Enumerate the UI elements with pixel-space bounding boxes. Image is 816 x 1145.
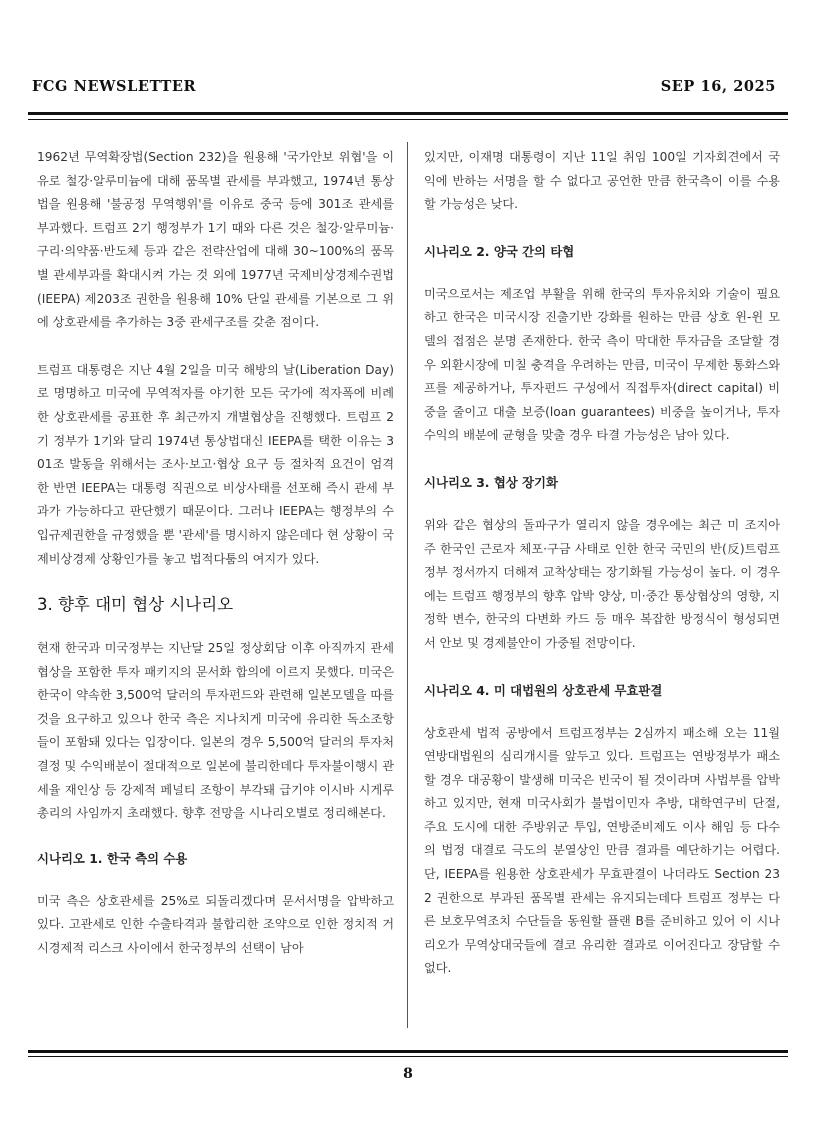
scenario-4-title: 시나리오 4. 미 대법원의 상호관세 무효판결: [424, 682, 663, 698]
newsletter-title: FCG NEWSLETTER: [32, 78, 197, 95]
scenario-1-continued: 있지만, 이재명 대통령이 지난 11일 취임 100일 기자회견에서 국익에 반하는 서명을 할 수 없다고 공언한 만큼 한국측이 이를 수용할 가능성은 낮다.: [424, 150, 780, 212]
scenario-3-title: 시나리오 3. 협상 장기화: [424, 474, 558, 490]
left-column: [37, 146, 394, 961]
scenario-2-text: 미국으로서는 제조업 부활을 위해 한국의 투자유치와 기술이 필요하고 한국은 미국시장 진출기반 강화를 원하는 만큼 상호 윈-윈 모델의 접점은 분명 존재한다. 한국 측이 막대한 투자금을 조달할 경우 외환시장에 미칠 충격을 우려하는 만큼, 미국이 무제한 통화스와프를 제공하거나, 투자펀드 구성에서 직접투자(direct capital) 비중을 줄이고 대출 보증(loan guarantees) 비중을 높이거나, 투자수익의 배분에 균형을 맞출 경우 타결 가능성은 남아 있다.: [424, 286, 780, 443]
issue-date: SEP 16, 2025: [660, 78, 776, 95]
scenario-3-text: 위와 같은 협상의 돌파구가 열리지 않을 경우에는 최근 미 조지아 주 한국인 근로자 체포·구금 사태로 인한 한국 국민의 반(反)트럼프정부 정서까지 더해져 교착상태는 장기화될 가능성이 높다. 이 경우에는 트럼프 행정부의 향후 압박 양상, 미·중간 통상협상의 영향, 지정학 변수, 한국의 다변화 카드 등 매우 복잡한 방정식이 형성되면서 안보 및 경제불안이 가중될 전망이다.: [424, 517, 780, 650]
page-header: [32, 78, 776, 102]
paragraph-tariff-history: 1962년 무역확장법(Section 232)을 원용해 '국가안보 위협'을 이유로 철강·알루미늄에 대해 품목별 관세를 부과했고, 1974년 통상법을 원용해 '불공정 무역행위'를 이유로 중국 등에 301조 관세를 부과했다. 트럼프 2기 행정부가 1기 때와 다른 것은 철강·알루미늄·구리·의약품·반도체 등과 같은 전략산업에 대해 30~100%의 품목별 관세부과를 확대시켜 가는 것 외에 1977년 국제비상경제수권법(IEEPA) 제203조 권한을 원용해 10% 단일 관세를 기본으로 그 위에 상호관세를 추가하는 3중 관세구조를 갖춘 점이다.: [37, 150, 394, 330]
paragraph-ieepa: 트럼프 대통령은 지난 4월 2일을 미국 해방의 날(Liberation Day)로 명명하고 미국에 무역적자를 야기한 모든 국가에 적자폭에 비례한 상호관세를 공표한 후 최근까지 개별협상을 진행했다. 트럼프 2기 정부가 1기와 달리 1974년 통상법대신 IEEPA를 택한 이유는 301조 발동을 위해서는 조사·보고·협상 요구 등 절차적 요건이 엄격한 반면 IEEPA는 대통령 직권으로 비상사태를 선포해 즉시 관세 부과가 가능하다고 판단했기 때문이다. 그러나 IEEPA는 행정부의 수입규제권한을 규정했을 뿐 '관세'를 명시하지 않은데다 현 상황이 국제비상경제 상황인가를 놓고 법적다툼의 여지가 있다.: [37, 362, 394, 566]
right-column: [424, 146, 780, 981]
column-divider: [407, 142, 408, 1028]
footer-rule-thick: [28, 1050, 788, 1053]
scenario-1-title: 시나리오 1. 한국 측의 수용: [37, 850, 188, 866]
scenario-4-text: 상호관세 법적 공방에서 트럼프정부는 2심까지 패소해 오는 11월 연방대법원의 심리개시를 앞두고 있다. 트럼프는 연방정부가 패소할 경우 대공황이 발생해 미국은 빈국이 될 것이라며 사법부를 압박하고 있지만, 현재 미국사회가 불법이민자 추방, 대학연구비 단절, 주요 도시에 대한 주방위군 투입, 연방준비제도 이사 해임 등 다수의 법정 대결로 극도의 분열상인 만큼 결과를 예단하기는 어렵다. 단, IEEPA를 원용한 상호관세가 무효판결이 나더라도 Section 232 권한으로 부과된 품목별 관세는 유지되는데다 트럼프 정부는 다른 보호무역조치 수단들을 동원할 플랜 B를 준비하고 있어 이 시나리오가 무역상대국들에 결코 유리한 결과로 이어진다고 장담할 수 없다.: [424, 725, 780, 976]
scenario-2-title: 시나리오 2. 양국 간의 타협: [424, 243, 575, 259]
scenario-1-text: 미국 측은 상호관세를 25%로 되돌리겠다며 문서서명을 압박하고 있다. 고관세로 인한 수출타격과 불합리한 조약으로 인한 정치적 거시경제적 리스크 사이에서 한국정부의 선택이 남아: [37, 893, 394, 956]
section-title-scenarios: 3. 향후 대미 협상 시나리오: [37, 595, 234, 615]
paragraph-negotiation-status: 현재 한국과 미국정부는 지난달 25일 정상회담 이후 아직까지 관세협상을 포함한 투자 패키지의 문서화 합의에 이르지 못했다. 미국은 한국이 약속한 3,500억 달러의 투자펀드와 관련해 일본모델을 따를 것을 요구하고 있으나 한국 측은 지나치게 미국에 유리한 독소조항들이 포함돼 있다는 입장이다. 일본의 경우 5,500억 달러의 투자처 결정 및 수익배분이 절대적으로 일본에 불리한데다 투자불이행시 관세율 재인상 등 강제적 페널티 조항이 부각돼 급기야 이시바 시게루 총리의 사임까지 초래했다. 향후 전망을 시나리오별로 정리해본다.: [37, 641, 394, 821]
header-rule-thin: [28, 119, 788, 120]
footer-rule-thin: [28, 1056, 788, 1057]
header-rule-thick: [28, 112, 788, 115]
page-number: 8: [403, 1066, 413, 1082]
